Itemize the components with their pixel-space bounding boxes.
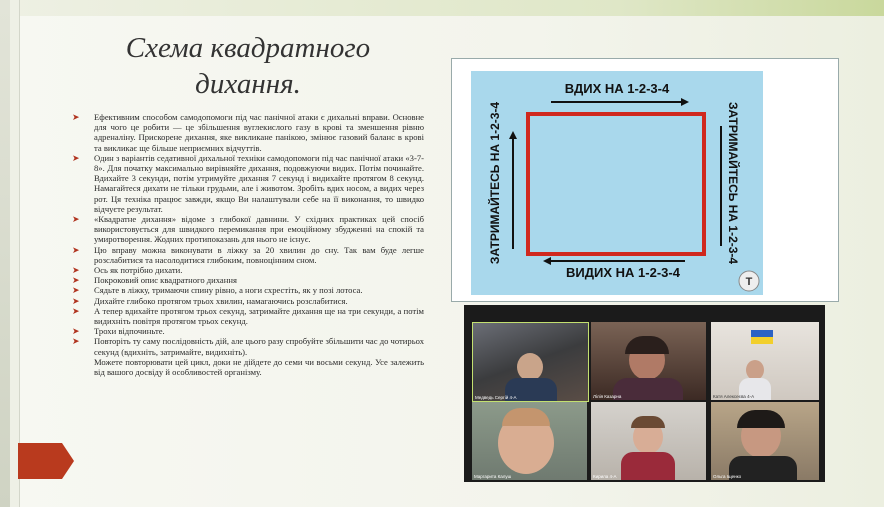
person-body <box>613 378 683 400</box>
bullet-arrow-icon: ➤ <box>72 336 80 347</box>
bullet-arrow-icon: ➤ <box>72 295 80 306</box>
bullet-list <box>72 112 424 377</box>
video-tile-1[interactable] <box>472 322 589 402</box>
bullet-arrow-icon: ➤ <box>72 275 80 286</box>
title-line-1: Схема квадратного <box>125 32 371 64</box>
bullet-text: Сядьте в ліжку, тримаючи спину рівно, а ноги схрестіть, як у позі лотоса. <box>94 285 363 296</box>
participant-name: Катя Алексеєва 4-А <box>713 394 755 399</box>
bullet-text: Ефективним способом самодопомоги під час панічної атаки є дихальні вправи. Основне для чого це робити — це збільшення вуглекислого газу в крові та зменшення рівню адреналіну. Прискорене дихання, яке викликане панікою, змінює газовий баланс в крові та викликає ще більше неприємних відчуттів. <box>94 112 424 153</box>
title-line-2: дихання. <box>195 68 301 100</box>
video-tile-4[interactable] <box>472 402 587 480</box>
bullet-item <box>72 265 424 275</box>
video-tile-3[interactable] <box>711 322 819 400</box>
participant-name: Маргарита Калуш <box>474 474 512 479</box>
bullet-item <box>72 153 424 214</box>
left-label: ЗАТРИМАЙТЕСЬ НА 1-2-3-4 <box>488 101 502 265</box>
bullet-arrow-icon: ➤ <box>72 214 80 225</box>
video-tile-2[interactable] <box>591 322 706 400</box>
bullet-arrow-icon: ➤ <box>72 285 80 296</box>
bullet-item <box>72 326 424 336</box>
participant-name: Кирила 4-А <box>593 474 617 479</box>
bullet-text: Цю вправу можна виконувати в ліжку за 20 хвилин до сну. Так вам буде легше розслабитися та насолодитися глибоким, повноцінним сном. <box>94 244 424 265</box>
bullet-item <box>72 245 424 265</box>
person-silhouette <box>746 360 764 380</box>
bullet-item <box>72 357 424 377</box>
flag-icon <box>751 330 773 337</box>
bullet-item <box>72 306 424 326</box>
bullet-text: Один з варіантів седативної дихальної техніки самодопомоги під час панічної атаки «3-7-8». Для початку максимально вирівняйте дихання, подовжуючи видих. Потім починайте. Вдихайте 3 секунди, потім утримуйте дихання 7 секунд і видихайте протягом 8 секунд. Намагайтеся дихати не тільки грудьми, але і животом. Зробіть вдих носом, а видих через рот. Ця техніка працює завжди, якщо Ви налаштували себе на її виконання, то швидко відчуєте результат. <box>94 152 424 214</box>
slide-title <box>98 30 398 102</box>
participant-name: Лілія Казарна <box>593 394 622 399</box>
bullet-item <box>72 296 424 306</box>
participant-name: Ольга Іщенко <box>713 474 742 479</box>
person-hair <box>631 416 665 428</box>
top-label: ВДИХ НА 1-2-3-4 <box>564 81 670 96</box>
bullet-arrow-icon: ➤ <box>72 152 80 163</box>
participant-name: Медведь Сергій 4-А <box>475 395 517 400</box>
bottom-label: ВИДИХ НА 1-2-3-4 <box>566 265 680 280</box>
video-tile-5[interactable] <box>591 402 706 480</box>
bullet-arrow-icon: ➤ <box>72 265 80 276</box>
bullet-text: Можете повторювати цей цикл, доки не дійдете до семи чи восьми секунд. Усе залежить від вашого досвіду й особливостей організму. <box>94 356 424 378</box>
person-body <box>621 452 675 480</box>
red-arrow-shape <box>18 443 74 479</box>
bullet-arrow-icon: ➤ <box>72 244 80 255</box>
logo-letter: T <box>745 276 753 288</box>
video-tile-6[interactable] <box>711 402 819 480</box>
bullet-text: Ось як потрібно дихати. <box>94 265 183 276</box>
person-hair <box>625 336 669 354</box>
bullet-item <box>72 275 424 285</box>
flag-yellow <box>751 337 773 344</box>
bullet-text: Трохи відпочиньте. <box>94 326 165 337</box>
video-conference-grid <box>464 305 825 482</box>
bullet-arrow-icon: ➤ <box>72 305 80 316</box>
square-breathing-diagram <box>471 71 763 295</box>
bullet-text: «Квадратне дихання» відоме з глибокої давнини. У східних практиках цей спосіб використовується для швидкого перемикання при емоційному збудженні на спокій та умиротворення. Жодних протипоказань для нього не існує. <box>94 214 424 245</box>
bullet-item <box>72 112 424 153</box>
left-decorative-bar-inner <box>10 0 20 507</box>
person-hair <box>737 410 785 428</box>
slide-top-strip <box>0 0 884 16</box>
bullet-arrow-icon: ➤ <box>72 112 80 122</box>
right-label: ЗАТРИМАЙТЕСЬ НА 1-2-3-4 <box>726 101 740 265</box>
bullet-text: Дихайте глибоко протягом трьох хвилин, намагаючись розслабитися. <box>94 295 348 306</box>
bullet-item <box>72 336 424 356</box>
bullet-text: Покроковий опис квадратного дихання <box>94 275 237 286</box>
bullet-text: А тепер вдихайте протягом трьох секунд, затримайте дихання ще на три секунди, а потім видихніть повітря протягом трьох секунд. <box>94 305 424 327</box>
person-silhouette <box>517 353 543 381</box>
bullet-item <box>72 214 424 245</box>
bullet-text: Повторіть ту саму послідовність дій, але цього разу спробуйте збільшити час до чотирьох секунд (вдихніть, затримайте, видихніть). <box>94 336 424 357</box>
person-hair <box>502 408 550 426</box>
bullet-item <box>72 285 424 295</box>
bullet-arrow-icon: ➤ <box>72 326 80 337</box>
